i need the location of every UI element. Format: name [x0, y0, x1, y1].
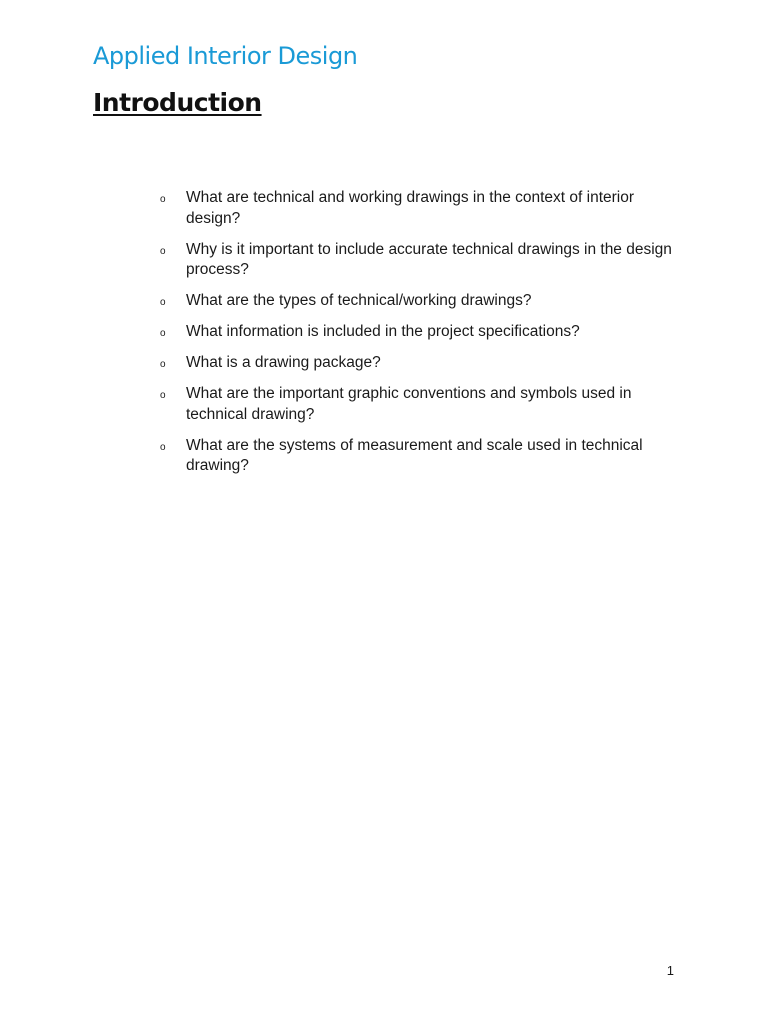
section-heading: Introduction	[93, 88, 262, 117]
page-number: 1	[666, 963, 674, 978]
list-item	[160, 188, 680, 229]
question-text: What are the important graphic conventions and symbols used in technical drawing?	[186, 385, 632, 423]
bullet-icon: o	[160, 359, 166, 370]
bullet-icon: o	[160, 328, 166, 339]
bullet-icon: o	[160, 390, 166, 401]
question-text: Why is it important to include accurate technical drawings in the design process?	[186, 240, 672, 278]
list-item	[160, 291, 680, 312]
question-text: What is a drawing package?	[186, 354, 381, 371]
list-item	[160, 240, 680, 281]
question-text: What information is included in the project specifications?	[186, 323, 580, 340]
bullet-icon: o	[160, 245, 166, 257]
question-text: What are technical and working drawings in the context of interior design?	[186, 189, 635, 227]
list-item	[160, 353, 680, 374]
bullet-icon: o	[160, 194, 166, 205]
bullet-icon: o	[160, 297, 166, 308]
list-item	[160, 436, 680, 477]
question-list	[160, 188, 680, 487]
list-item	[160, 384, 680, 425]
question-text: What are the systems of measurement and scale used in technical drawing?	[186, 436, 643, 474]
document-title: Applied Interior Design	[93, 42, 358, 70]
bullet-icon: o	[160, 441, 166, 453]
list-item	[160, 322, 680, 343]
question-text: What are the types of technical/working drawings?	[186, 292, 532, 309]
